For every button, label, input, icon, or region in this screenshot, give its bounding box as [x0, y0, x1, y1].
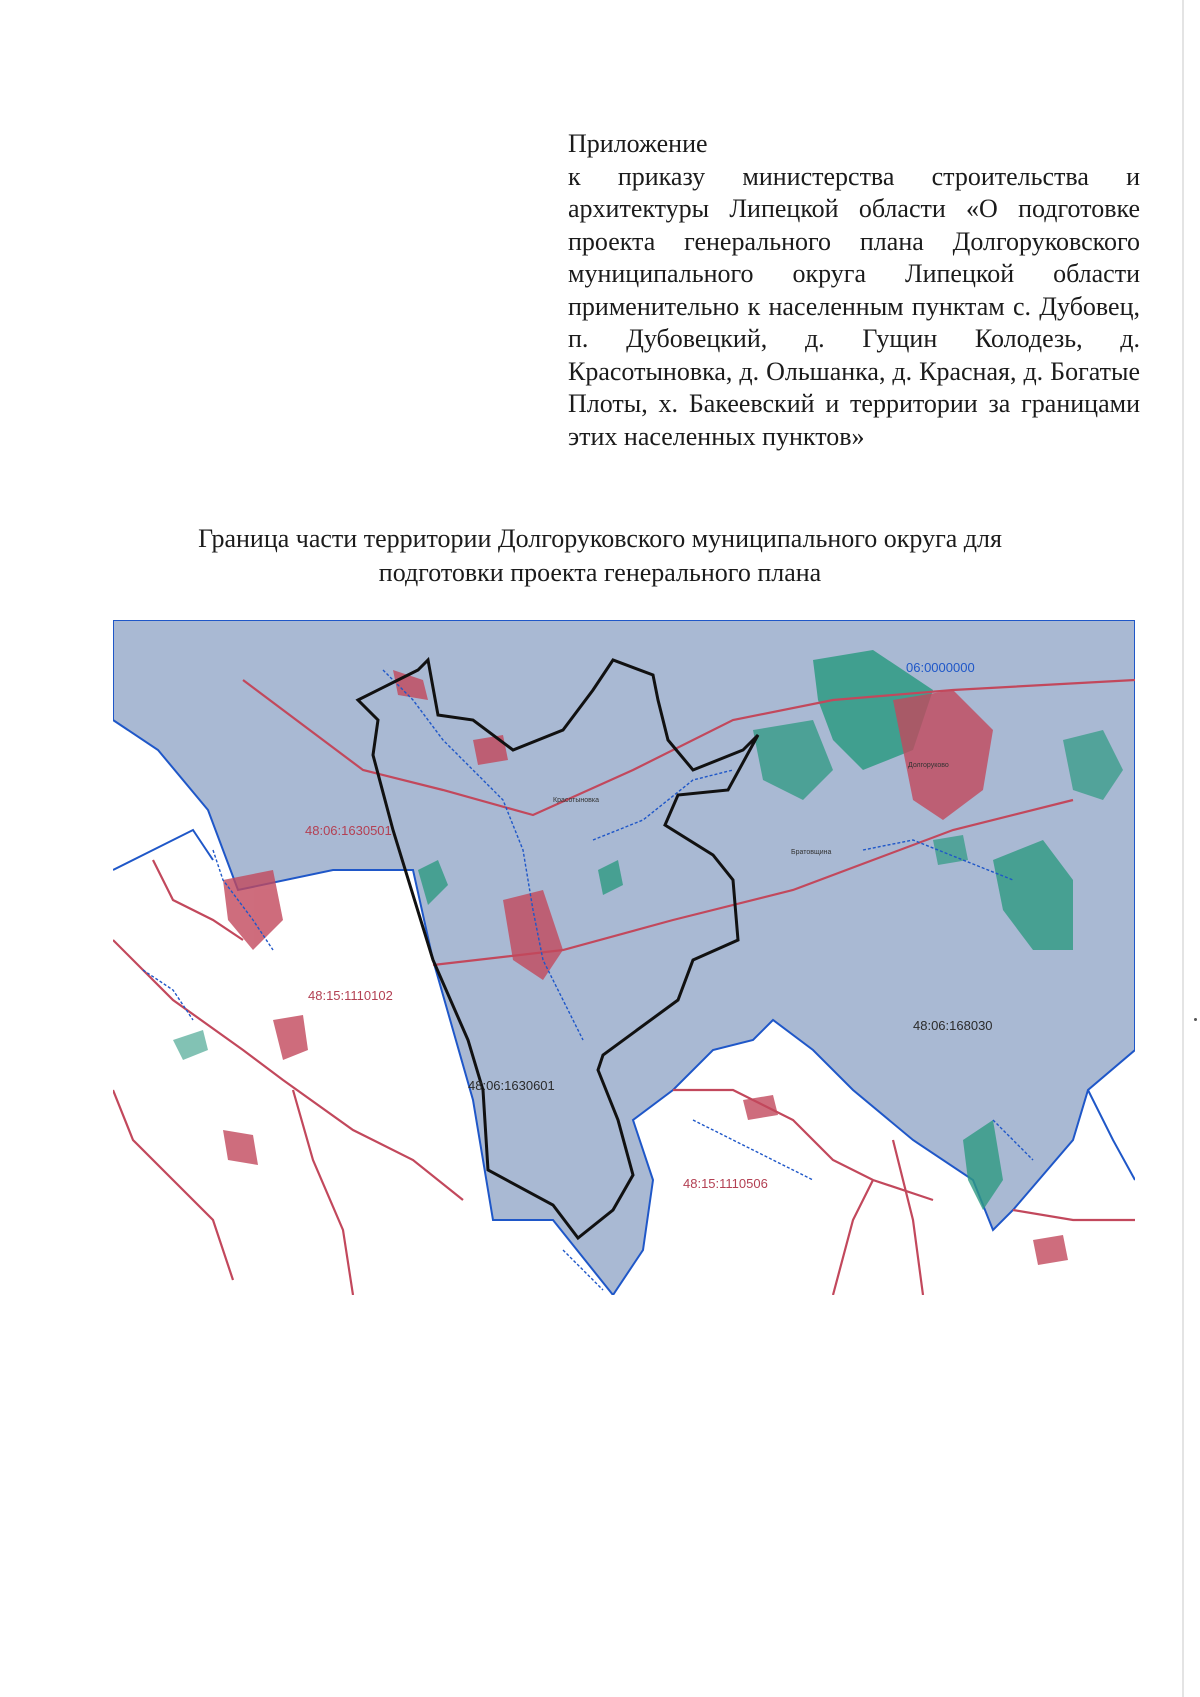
- appendix-heading: Приложение: [568, 129, 708, 158]
- cadastral-label: 48:06:1630501: [305, 823, 392, 838]
- forest-area: [933, 835, 968, 865]
- cadastral-label: 48:15:1110102: [308, 988, 393, 1003]
- appendix-text: к приказу министерства строительства и архитектуры Липецкой области «О подготовке проекта генерального плана Долгоруковского муниципального округа Липецкой области применительно к населенным пунктам с. Дубовец, п. Дубовецкий, д. Гущин Колодезь, д. Красотыновка, д. Ольшанка, д. Красная, д. Богатые Плоты, х. Бакеевский и территории за границами этих населенных пунктов»: [568, 161, 1140, 451]
- appendix-block: [568, 128, 1140, 453]
- place-label: Братовщина: [791, 849, 832, 856]
- map-title-line-1: Граница части территории Долгоруковского муниципального округа для: [198, 524, 1002, 553]
- territory-map: [113, 620, 1135, 1295]
- scan-speck: [1194, 1018, 1197, 1021]
- cadastral-label: 48:06:168030: [913, 1018, 993, 1033]
- scan-edge: [1182, 0, 1184, 1697]
- cadastral-label: 48:06:1630601: [468, 1078, 555, 1093]
- place-label: Красотыновка: [553, 797, 600, 804]
- map-title: [40, 522, 1160, 590]
- map-title-line-2: подготовки проекта генерального плана: [378, 558, 822, 587]
- cadastral-label: 48:15:1110506: [683, 1176, 768, 1191]
- place-label: Долгоруково: [908, 762, 949, 769]
- cadastral-label: 06:0000000: [906, 660, 975, 675]
